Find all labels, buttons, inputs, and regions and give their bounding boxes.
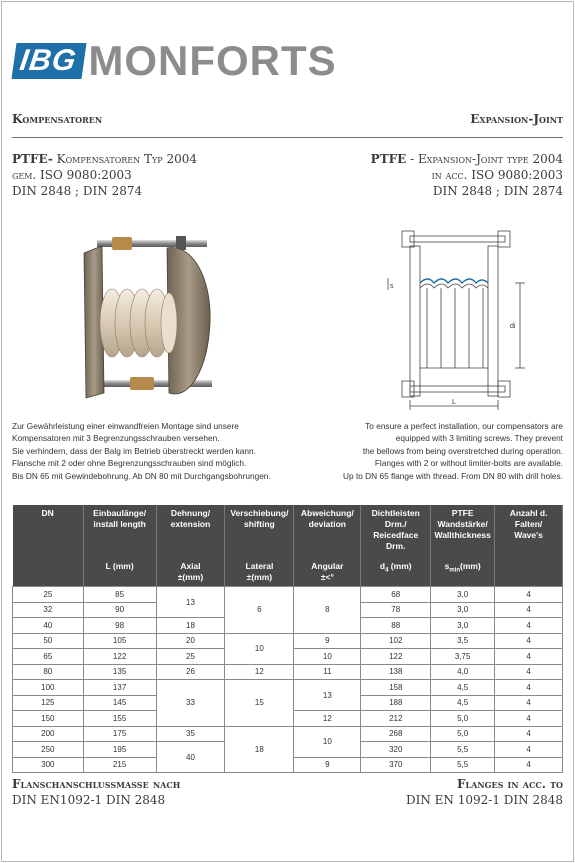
- heading-right-iso: in acc. ISO 9080:2003: [431, 168, 563, 182]
- heading-left: [12, 151, 197, 199]
- cell-length: 195: [83, 742, 156, 758]
- drawing-label-di: di: [510, 323, 516, 330]
- cell-angular: 10: [294, 726, 361, 757]
- drawing-label-l: L: [452, 399, 456, 406]
- cell-axial: 13: [156, 587, 225, 618]
- cell-angular: 11: [294, 664, 361, 680]
- cell-length: 145: [83, 695, 156, 711]
- cell-waves: 4: [495, 680, 563, 696]
- cell-d4: 102: [361, 633, 431, 649]
- cell-waves: 4: [495, 602, 563, 618]
- cell-d4: 68: [361, 587, 431, 603]
- cell-length: 137: [83, 680, 156, 696]
- heading-left-ptfe: PTFE-: [12, 152, 53, 166]
- drawing-label-s: s: [390, 283, 394, 290]
- cell-waves: 4: [495, 587, 563, 603]
- cell-smin: 5,0: [431, 726, 495, 742]
- cell-smin: 5,5: [431, 757, 495, 773]
- cell-axial: 20: [156, 633, 225, 649]
- cell-dn: 25: [13, 587, 84, 603]
- cell-waves: 4: [495, 649, 563, 665]
- col-d4: Dichtleisten Drm./ Reicedface Drm.: [361, 505, 431, 555]
- table-subheader-row: [13, 555, 563, 587]
- sub-d4: $d_4$ (mm): [361, 555, 431, 587]
- table-row: [13, 633, 563, 649]
- footer-left-title: Flanschanschlussmaße nach: [12, 777, 181, 791]
- cell-d4: 370: [361, 757, 431, 773]
- heading-right-din: DIN 2848 ; DIN 2874: [432, 184, 563, 198]
- cell-lateral: 10: [225, 633, 294, 664]
- cell-axial: 25: [156, 649, 225, 665]
- cell-waves: 4: [495, 742, 563, 758]
- heading-right: [371, 151, 563, 199]
- col-length: Einbaulänge/ install length: [83, 505, 156, 555]
- table-row: [13, 664, 563, 680]
- col-smin: PTFE Wandstärke/ Wallthickness: [431, 505, 495, 555]
- cell-dn: 32: [13, 602, 84, 618]
- cell-length: 135: [83, 664, 156, 680]
- company-logo: [14, 37, 337, 84]
- desc-line: Zur Gewährleistung einer einwandfreien Montage sind unsere: [12, 421, 239, 431]
- table-row: [13, 726, 563, 742]
- cell-dn: 200: [13, 726, 84, 742]
- description-de: [12, 420, 271, 482]
- cell-smin: 3,0: [431, 587, 495, 603]
- heading-left-iso: gem. ISO 9080:2003: [12, 168, 132, 182]
- cell-dn: 80: [13, 664, 84, 680]
- sub-axial: Axial ±(mm): [156, 555, 225, 587]
- cell-dn: 50: [13, 633, 84, 649]
- desc-line: Bis DN 65 mit Gewindebohrung. Ab DN 80 mit Durchgangsbohrungen.: [12, 470, 271, 481]
- heading-right-type: - Expansion-Joint type 2004: [406, 152, 563, 166]
- desc-line: the bellows from being overstretched during operation.: [362, 445, 563, 456]
- cell-d4: 78: [361, 602, 431, 618]
- sub-smin: $s_{min}(mm)$: [431, 555, 495, 587]
- heading-left-din: DIN 2848 ; DIN 2874: [12, 184, 143, 198]
- section-title-right: Expansion-Joint: [470, 112, 563, 126]
- cell-waves: 4: [495, 711, 563, 727]
- table-row: [13, 587, 563, 603]
- cell-d4: 138: [361, 664, 431, 680]
- footer-left: [12, 776, 180, 808]
- cell-d4: 212: [361, 711, 431, 727]
- footer-right-title: Flanges in acc. to: [457, 777, 563, 791]
- cell-length: 105: [83, 633, 156, 649]
- sub-lateral: Lateral ±(mm): [225, 555, 294, 587]
- cell-smin: 5,0: [431, 711, 495, 727]
- cell-smin: 4,5: [431, 680, 495, 696]
- desc-line: Kompensatoren mit 3 Begrenzungsschrauben versehen.: [12, 433, 220, 444]
- cell-angular: 8: [294, 587, 361, 634]
- sub-length: L (mm): [83, 555, 156, 587]
- cell-length: 155: [83, 711, 156, 727]
- col-dn: DN: [13, 505, 84, 555]
- desc-line: Sie verhindern, dass der Balg im Betrieb überstreckt werden kann.: [12, 445, 256, 456]
- desc-line: Flanges with 2 or without limiter-bolts are available.: [374, 458, 563, 469]
- desc-line: To ensure a perfect installation, our compensators are: [365, 421, 563, 431]
- cell-lateral: 18: [225, 726, 294, 773]
- cell-dn: 100: [13, 680, 84, 696]
- col-waves: Anzahl d. Falten/ Wave's: [495, 505, 563, 555]
- cell-d4: 88: [361, 618, 431, 634]
- cell-length: 90: [83, 602, 156, 618]
- sub-angular: Angular ±<°: [294, 555, 361, 587]
- cell-axial: 26: [156, 664, 225, 680]
- cell-axial: 33: [156, 680, 225, 727]
- divider: [12, 137, 563, 138]
- cell-waves: 4: [495, 726, 563, 742]
- cell-waves: 4: [495, 664, 563, 680]
- cell-length: 215: [83, 757, 156, 773]
- logo-monforts: MONFORTS: [88, 37, 337, 84]
- cell-lateral: 15: [225, 680, 294, 727]
- cell-smin: 5,5: [431, 742, 495, 758]
- cell-angular: 9: [294, 633, 361, 649]
- cell-angular: 10: [294, 649, 361, 665]
- heading-left-type: Kompensatoren Typ 2004: [52, 152, 197, 166]
- cell-d4: 268: [361, 726, 431, 742]
- cell-smin: 4,5: [431, 695, 495, 711]
- cell-length: 122: [83, 649, 156, 665]
- cell-smin: 3,0: [431, 602, 495, 618]
- cell-dn: 250: [13, 742, 84, 758]
- table-body: [13, 587, 563, 773]
- cell-angular: 12: [294, 711, 361, 727]
- footer-right: [406, 776, 563, 808]
- cell-length: 85: [83, 587, 156, 603]
- cell-lateral: 6: [225, 587, 294, 634]
- cell-angular: 9: [294, 757, 361, 773]
- desc-line: Up to DN 65 flange with thread. From DN 80 with drill holes.: [343, 470, 563, 481]
- cell-angular: 13: [294, 680, 361, 711]
- cell-dn: 300: [13, 757, 84, 773]
- cell-waves: 4: [495, 633, 563, 649]
- cell-waves: 4: [495, 618, 563, 634]
- cell-axial: 40: [156, 742, 225, 773]
- description-en: [343, 420, 563, 482]
- section-title-left: Kompensatoren: [12, 112, 103, 126]
- desc-line: equipped with 3 limiting screws. They prevent: [395, 433, 563, 444]
- cell-length: 98: [83, 618, 156, 634]
- cell-waves: 4: [495, 757, 563, 773]
- cell-axial: 18: [156, 618, 225, 634]
- cell-waves: 4: [495, 695, 563, 711]
- footer-left-din: DIN EN1092-1 DIN 2848: [12, 793, 166, 807]
- cell-d4: 122: [361, 649, 431, 665]
- technical-drawing: [380, 228, 530, 413]
- col-lateral: Verschiebung/ shifting: [225, 505, 294, 555]
- footer-right-din: DIN EN 1092-1 DIN 2848: [405, 793, 563, 807]
- spec-table: [12, 505, 563, 773]
- cell-smin: 4,0: [431, 664, 495, 680]
- cell-dn: 40: [13, 618, 84, 634]
- table-row: [13, 680, 563, 696]
- cell-dn: 65: [13, 649, 84, 665]
- cell-length: 175: [83, 726, 156, 742]
- logo-ibg: IBG: [11, 43, 86, 79]
- cell-dn: 125: [13, 695, 84, 711]
- cell-axial: 35: [156, 726, 225, 742]
- heading-right-ptfe: PTFE: [370, 152, 407, 166]
- cell-d4: 158: [361, 680, 431, 696]
- cell-smin: 3,5: [431, 633, 495, 649]
- cell-dn: 150: [13, 711, 84, 727]
- cell-d4: 320: [361, 742, 431, 758]
- col-angular: Abweichung/ deviation: [294, 505, 361, 555]
- col-axial: Dehnung/ extension: [156, 505, 225, 555]
- expansion-joint-photo: [72, 228, 232, 408]
- cell-lateral: 12: [225, 664, 294, 680]
- cell-smin: 3,0: [431, 618, 495, 634]
- cell-d4: 188: [361, 695, 431, 711]
- cell-smin: 3,75: [431, 649, 495, 665]
- table-header-row: [13, 505, 563, 555]
- desc-line: Flansche mit 2 oder ohne Begrenzungsschrauben sind möglich.: [12, 458, 247, 469]
